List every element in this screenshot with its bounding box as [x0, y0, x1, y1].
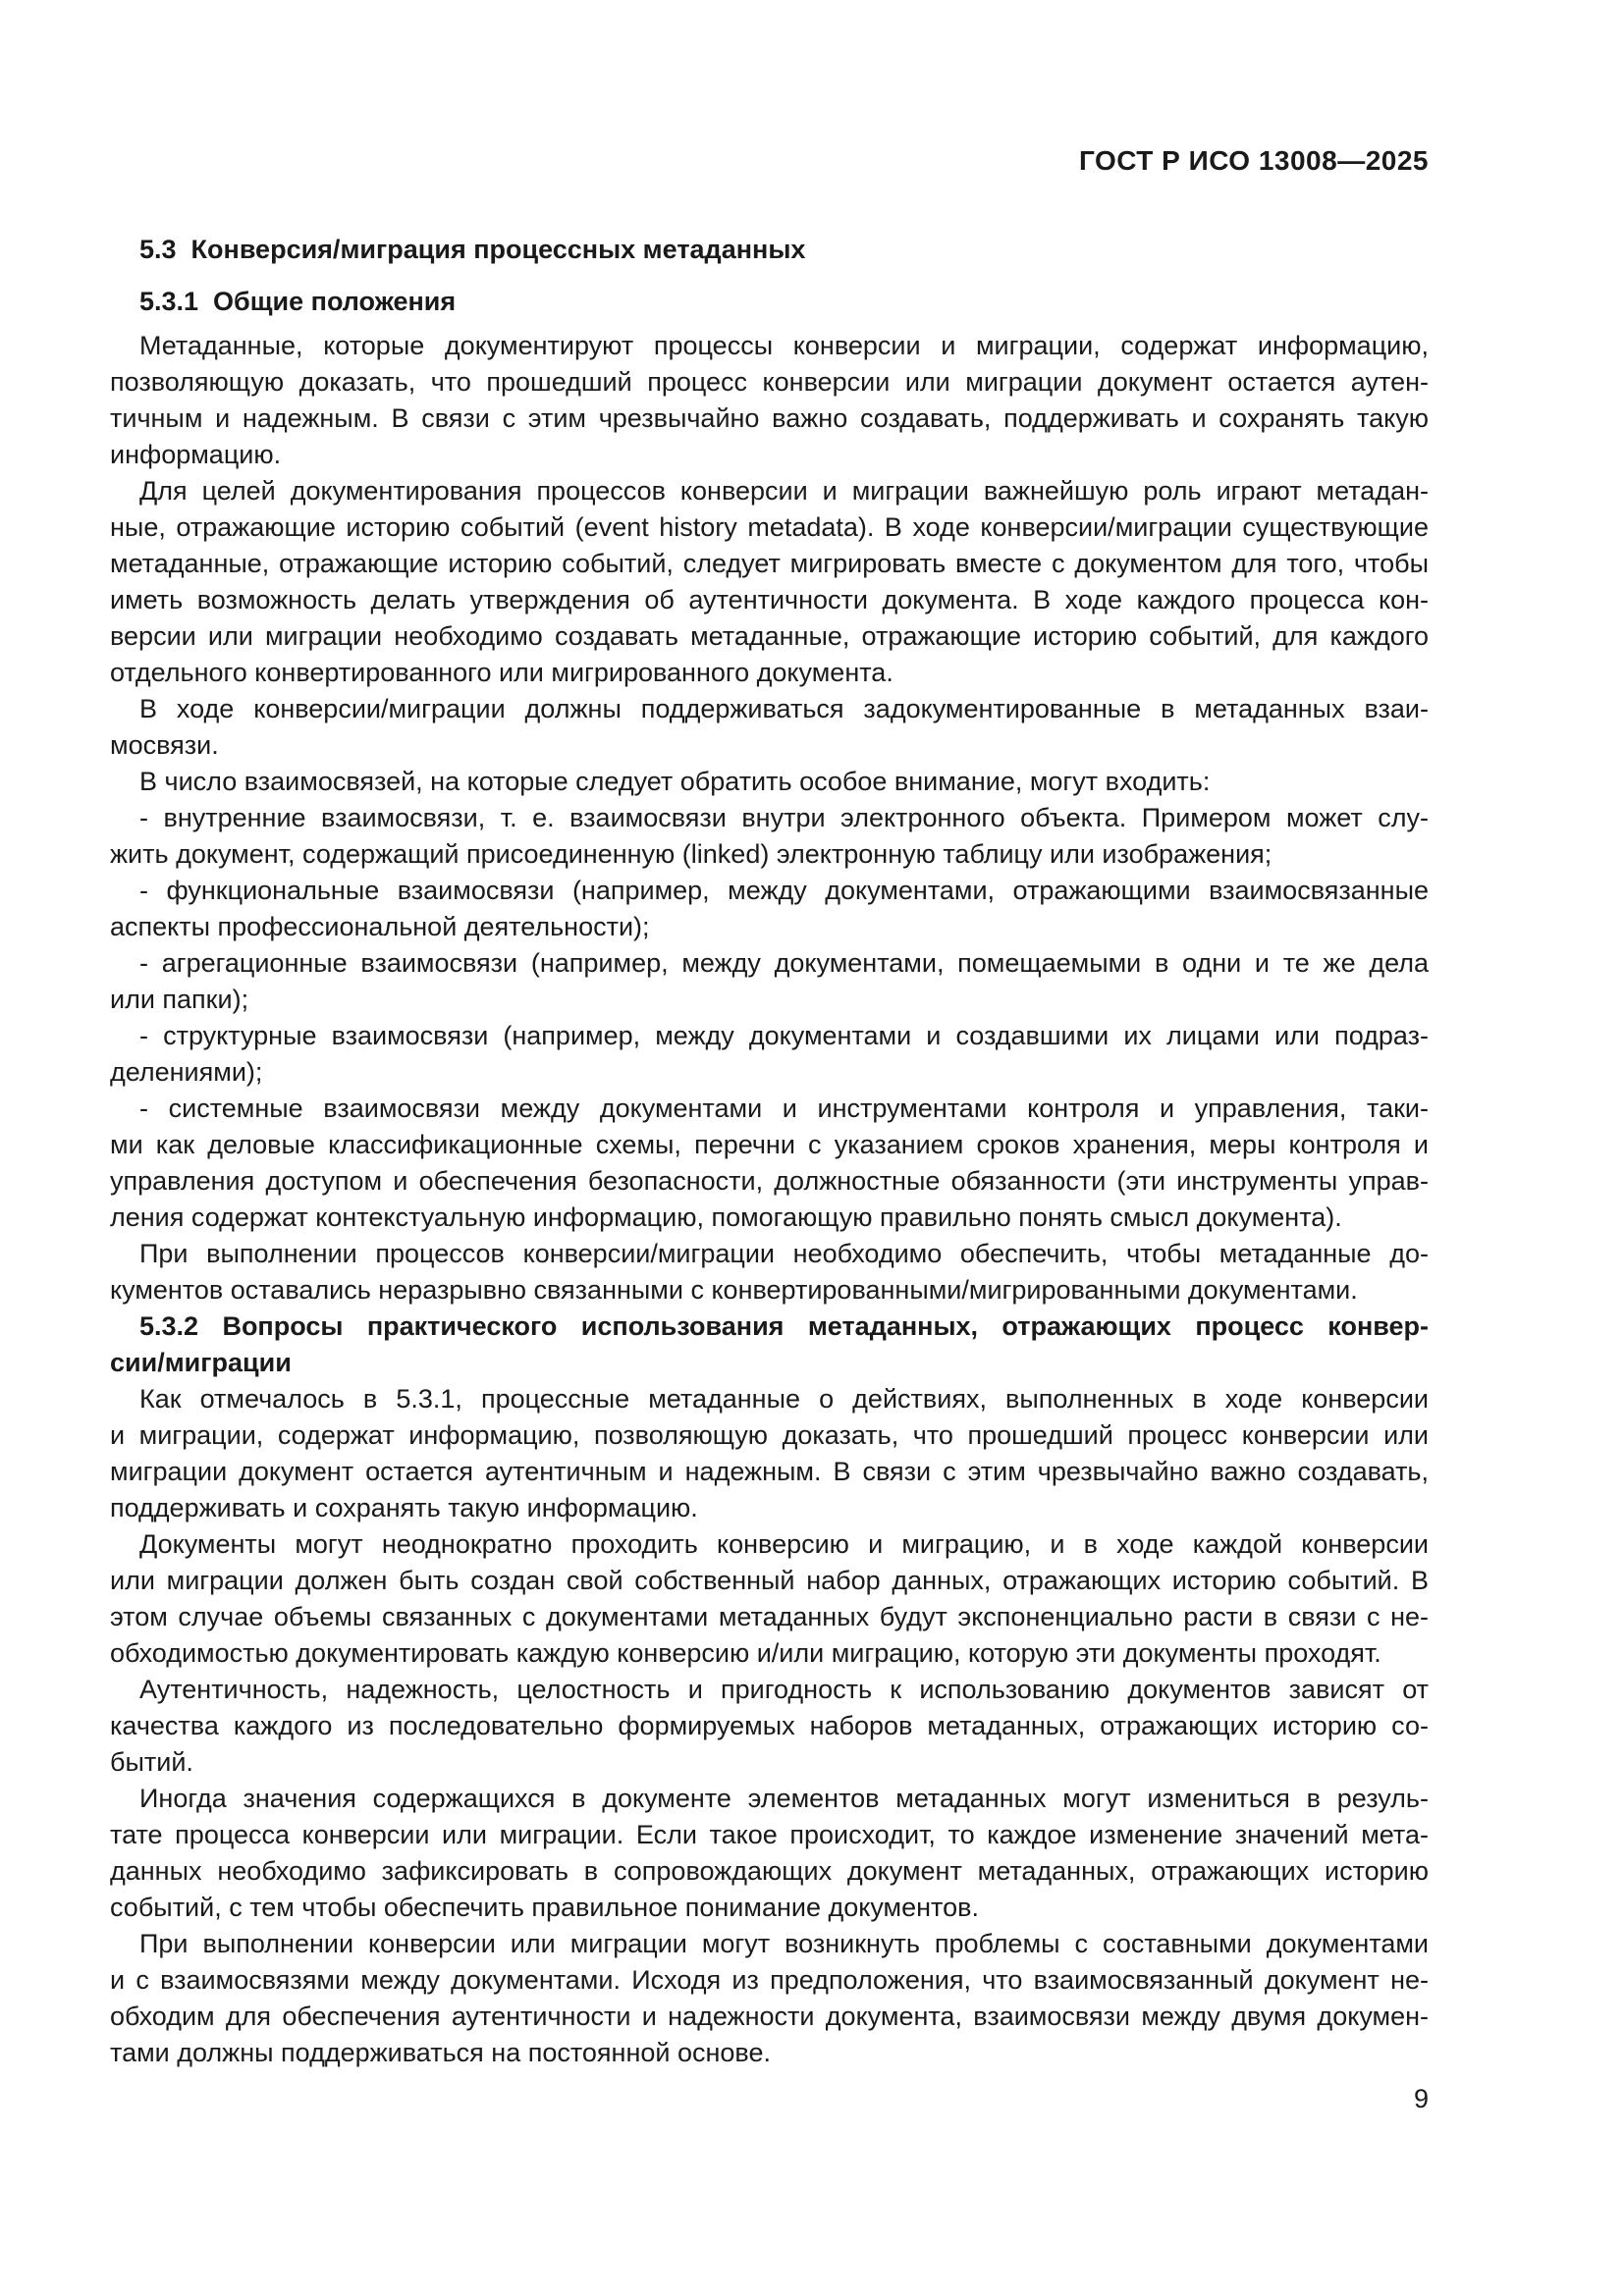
- text-line: иметь возможность делать утверждения об аутентичности документа. В ходе каждого процесса кон-: [110, 585, 1429, 614]
- text-line: ные, отражающие историю событий (event history metadata). В ходе конверсии/миграции существующие: [110, 512, 1429, 542]
- text-line: При выполнении процессов конверсии/миграции необходимо обеспечить, чтобы метаданные до-: [139, 1239, 1429, 1268]
- text-line: 5.3.1 Общие положения: [139, 287, 457, 316]
- text-line: Документы могут неоднократно проходить конверсию и миграцию, и в ходе каждой конверсии: [139, 1529, 1429, 1559]
- text-line: тами должны поддерживаться на постоянной основе.: [110, 2038, 771, 2067]
- text-line: и миграции, содержат информацию, позволяющую доказать, что прошедший процесс конверсии или: [110, 1420, 1429, 1450]
- text-line: Метаданные, которые документируют процессы конверсии и миграции, содержат информацию,: [139, 331, 1429, 360]
- text-line: позволяющую доказать, что прошедший процесс конверсии или миграции документ остается аутен-: [110, 367, 1429, 397]
- text-line: и с взаимосвязями между документами. Исходя из предположения, что взаимосвязанный документ не-: [110, 1965, 1429, 1995]
- text-line: или папки);: [110, 985, 249, 1014]
- text-line: При выполнении конверсии или миграции могут возникнуть проблемы с составными документами: [139, 1929, 1429, 1958]
- paragraph: [110, 1236, 1429, 1308]
- text-line: данных необходимо зафиксировать в сопровождающих документ метаданных, отражающих историю: [110, 1856, 1429, 1886]
- text-line: Для целей документирования процессов конверсии и миграции важнейшую роль играют метадан-: [139, 476, 1429, 506]
- paragraph: [110, 1926, 1429, 2071]
- subsection-heading: [110, 1308, 1429, 1381]
- text-line: обходимостью документировать каждую конверсию и/или миграцию, которую эти документы проходят.: [110, 1638, 1381, 1668]
- list-item: [110, 1091, 1429, 1236]
- text-line: - системные взаимосвязи между документами и инструментами контроля и управления, таки-: [139, 1094, 1429, 1123]
- text-line: ления содержат контекстуальную информацию, помогающую правильно понять смысл документа).: [110, 1202, 1342, 1232]
- paragraph: [110, 328, 1429, 473]
- text-line: бытий.: [110, 1747, 193, 1777]
- text-line: версии или миграции необходимо создавать метаданные, отражающие историю событий, для каждого: [110, 621, 1429, 651]
- list-item: [110, 873, 1429, 945]
- paragraph: [110, 1672, 1429, 1781]
- text-line: 5.3.2 Вопросы практического использования метаданных, отражающих процесс конвер-: [139, 1311, 1429, 1341]
- text-line: - внутренние взаимосвязи, т. е. взаимосвязи внутри электронного объекта. Примером может слу-: [139, 803, 1429, 832]
- text-line: отдельного конвертированного или мигрированного документа.: [110, 658, 893, 687]
- text-line: управления доступом и обеспечения безопасности, должностные обязанности (эти инструменты управ-: [110, 1166, 1429, 1196]
- paragraph: [110, 764, 1429, 800]
- text-line: В ходе конверсии/миграции должны поддерживаться задокументированные в метаданных взаи-: [139, 694, 1429, 723]
- text-line: тичным и надежным. В связи с этим чрезвычайно важно создавать, поддерживать и сохранять такую: [110, 403, 1429, 433]
- text-line: ми как деловые классификационные схемы, перечни с указанием сроков хранения, меры контроля и: [110, 1130, 1429, 1159]
- text-line: Как отмечалось в 5.3.1, процессные метаданные о действиях, выполненных в ходе конверсии: [139, 1384, 1429, 1414]
- paragraph: [110, 691, 1429, 764]
- list-item: [110, 800, 1429, 873]
- text-line: В число взаимосвязей, на которые следует обратить особое внимание, могут входить:: [139, 767, 1211, 796]
- text-line: метаданные, отражающие историю событий, следует мигрировать вместе с документом для того, чтобы: [110, 549, 1429, 578]
- page-number: 9: [1413, 2084, 1429, 2113]
- text-line: - агрегационные взаимосвязи (например, между документами, помещаемыми в одни и те же дела: [139, 948, 1429, 978]
- paragraph: [110, 473, 1429, 691]
- paragraph: [110, 1781, 1429, 1926]
- text-line: тате процесса конверсии или миграции. Если такое происходит, то каждое изменение значений мета-: [110, 1820, 1429, 1849]
- text-line: обходим для обеспечения аутентичности и надежности документа, взаимосвязи между двумя докумен-: [110, 2002, 1429, 2031]
- text-line: Иногда значения содержащихся в документе элементов метаданных могут измениться в резуль-: [139, 1784, 1429, 1813]
- text-line: информацию.: [110, 440, 282, 469]
- section-heading: [110, 232, 1429, 268]
- text-line: аспекты профессиональной деятельности);: [110, 912, 650, 941]
- text-line: кументов оставались неразрывно связанными с конвертированными/мигрированными документами.: [110, 1275, 1358, 1305]
- paragraph: [110, 1381, 1429, 1526]
- text-line: сии/миграции: [110, 1348, 292, 1377]
- page-content: [110, 145, 1429, 2117]
- running-header: ГОСТ Р ИСО 13008—2025: [1078, 145, 1429, 176]
- document-body: [110, 232, 1429, 2071]
- text-line: событий, с тем чтобы обеспечить правильное понимание документов.: [110, 1893, 979, 1922]
- subsection-heading: [110, 284, 1429, 320]
- text-line: - структурные взаимосвязи (например, между документами и создавшими их лицами или подраз-: [139, 1021, 1429, 1050]
- text-line: делениями);: [110, 1057, 263, 1087]
- text-line: миграции документ остается аутентичным и надежным. В связи с этим чрезвычайно важно создавать,: [110, 1457, 1429, 1486]
- text-line: этом случае объемы связанных с документами метаданных будут экспоненциально расти в связи с не-: [110, 1602, 1429, 1631]
- text-line: или миграции должен быть создан свой собственный набор данных, отражающих историю событий. В: [110, 1566, 1429, 1595]
- text-line: качества каждого из последовательно формируемых наборов метаданных, отражающих историю со-: [110, 1711, 1429, 1740]
- paragraph: [110, 1526, 1429, 1672]
- text-line: - функциональные взаимосвязи (например, между документами, отражающими взаимосвязанные: [139, 876, 1429, 905]
- text-line: мосвязи.: [110, 730, 219, 760]
- list-item: [110, 1018, 1429, 1091]
- text-line: поддерживать и сохранять такую информацию.: [110, 1493, 698, 1522]
- text-line: жить документ, содержащий присоединенную (linked) электронную таблицу или изображения;: [110, 839, 1272, 869]
- text-line: Аутентичность, надежность, целостность и пригодность к использованию документов зависят от: [139, 1675, 1429, 1704]
- text-line: 5.3 Конверсия/миграция процессных метаданных: [139, 235, 806, 264]
- list-item: [110, 945, 1429, 1018]
